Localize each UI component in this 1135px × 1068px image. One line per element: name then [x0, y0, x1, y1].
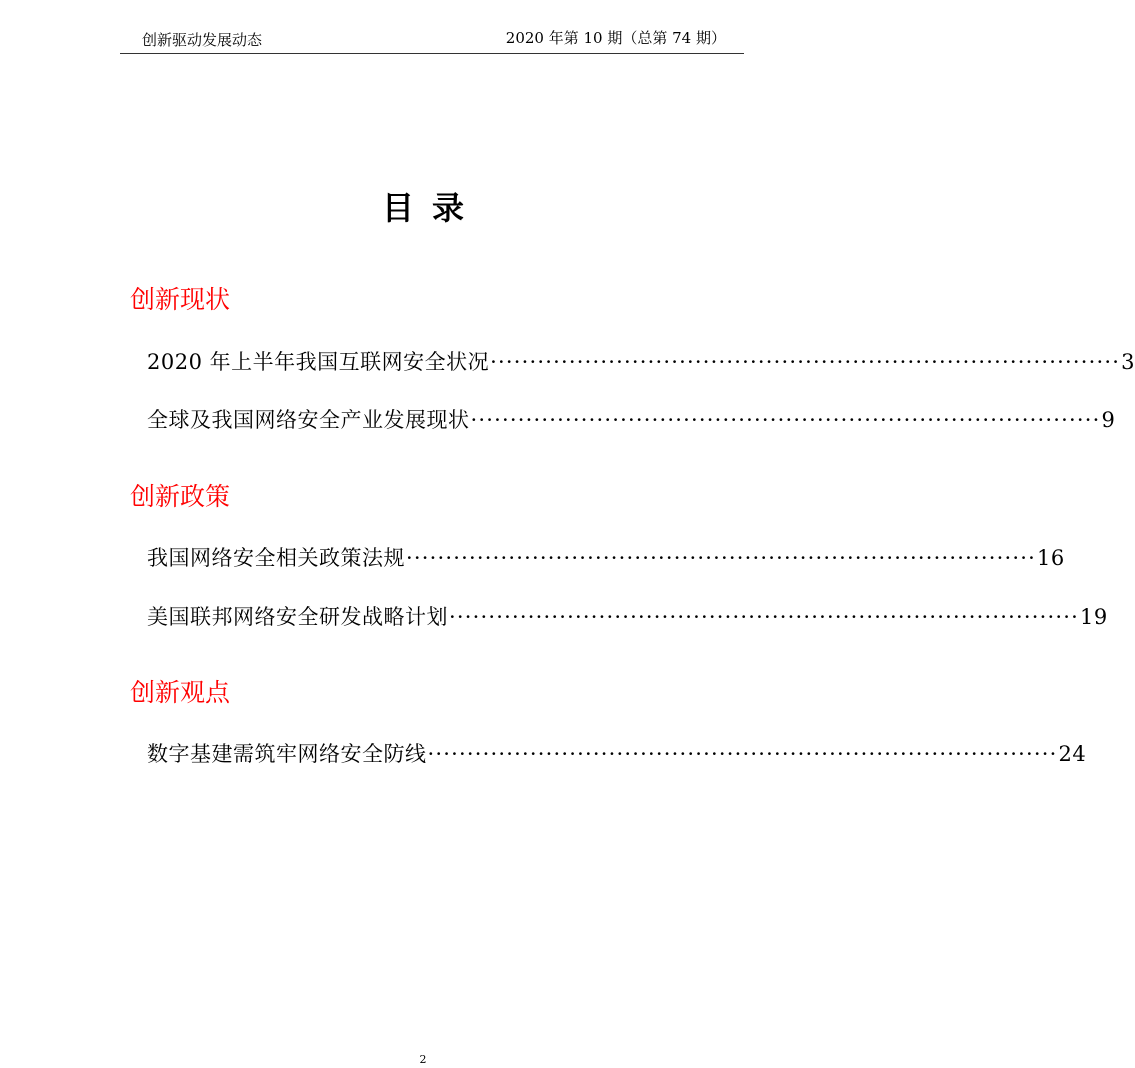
header-issue-number: 2020 年第 10 期（总第 74 期）: [505, 29, 726, 47]
toc-entry-page: 16: [1037, 546, 1065, 570]
toc-entry-page: 9: [1101, 408, 1116, 432]
toc-entry[interactable]: [147, 347, 1135, 377]
toc-entry-page: 3: [1121, 350, 1135, 374]
toc-title: 目录: [381, 189, 482, 227]
header-divider: [120, 53, 744, 54]
toc-entry-title: 美国联邦网络安全研发战略计划: [147, 605, 448, 629]
toc-entry[interactable]: [147, 739, 1087, 769]
page-number: 2: [419, 1053, 427, 1066]
toc-dot-leader: ················································································: [470, 408, 1101, 432]
toc-dot-leader: ················································································: [406, 546, 1037, 570]
header-publication-name: 创新驱动发展动态: [142, 31, 263, 49]
toc-entry-title: 2020 年上半年我国互联网安全状况: [147, 350, 490, 374]
toc-section-heading: 创新现状: [130, 285, 231, 314]
toc-entry-title: 我国网络安全相关政策法规: [147, 546, 405, 570]
toc-entry-page: 19: [1080, 605, 1108, 629]
toc-entry-page: 24: [1058, 742, 1087, 766]
toc-entry[interactable]: [147, 602, 1108, 632]
toc-dot-leader: ················································································: [449, 605, 1080, 629]
toc-entry-title: 数字基建需筑牢网络安全防线: [147, 742, 427, 766]
toc-section-heading: 创新观点: [130, 678, 231, 707]
toc-entry[interactable]: [147, 543, 1065, 573]
toc-section-heading: 创新政策: [130, 482, 231, 511]
toc-entry-title: 全球及我国网络安全产业发展现状: [147, 408, 470, 432]
toc-entry[interactable]: [147, 405, 1116, 435]
toc-dot-leader: ················································································: [427, 742, 1058, 766]
toc-dot-leader: ················································································: [490, 350, 1121, 374]
